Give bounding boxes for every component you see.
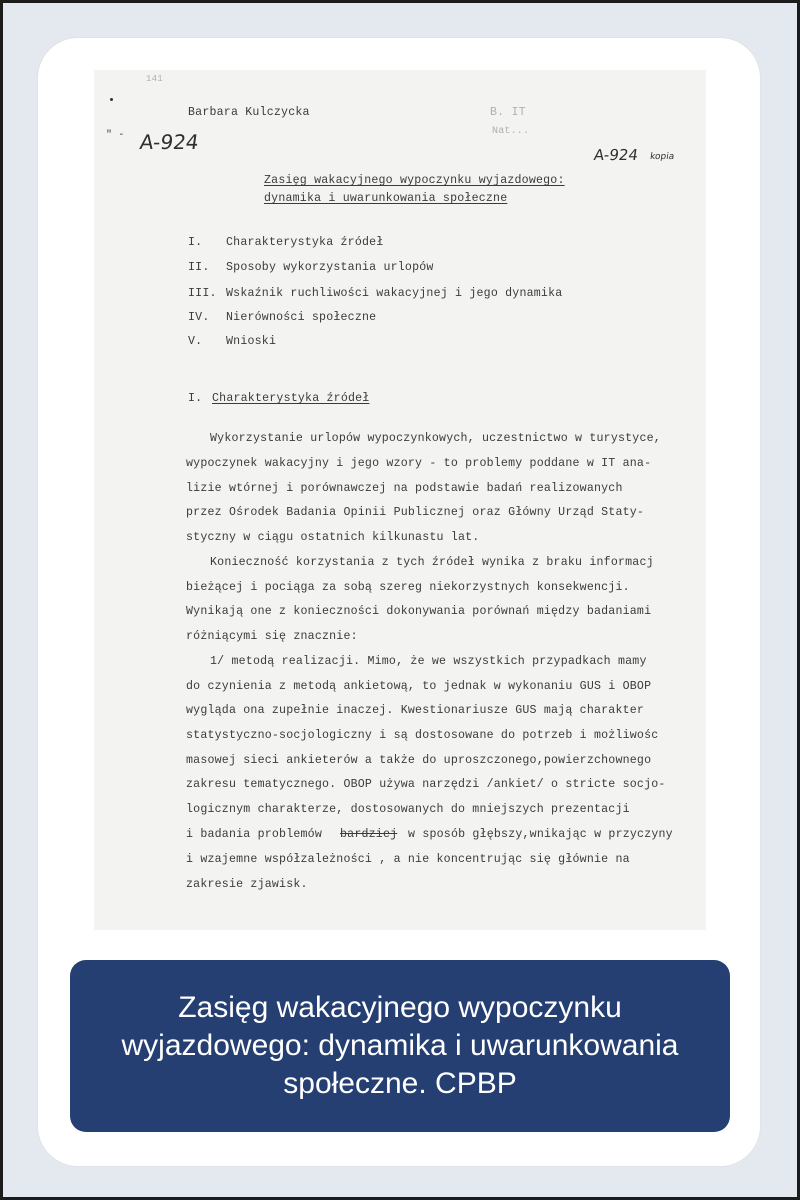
page-mark: 141 <box>146 74 163 84</box>
section-number: I. <box>188 392 203 405</box>
toc-num-2: II. <box>188 261 210 274</box>
section-title: Charakterystyka źródeł <box>212 392 370 405</box>
toc-label-5: Wnioski <box>226 335 277 348</box>
toc-label-3: Wskaźnik ruchliwości wakacyjnej i jego dynamika <box>226 287 563 300</box>
body-line: statystyczno-socjologiczny i są dostosowane do potrzeb i możliwośc <box>186 729 659 742</box>
body-line: wygląda ona zupełnie inaczej. Kwestionariusze GUS mają charakter <box>186 704 645 717</box>
caption-text: Zasięg wakacyjnego wypoczynku wyjazdowego: dynamika i uwarunkowania społeczne. CPBP <box>121 991 679 1100</box>
toc-label-2: Sposoby wykorzystania urlopów <box>226 261 434 274</box>
archive-code-handwritten: A-924 <box>138 130 201 154</box>
body-line: styczny w ciągu ostatnich kilkunastu lat. <box>186 531 480 544</box>
toc-label-4: Nierówności społeczne <box>226 311 377 324</box>
body-line: i wzajemne współzależności , a nie koncentrując się głównie na <box>186 853 630 866</box>
toc-num-4: IV. <box>188 311 210 324</box>
body-line: zakresie zjawisk. <box>186 878 308 891</box>
copy-note: kopia <box>649 152 675 162</box>
document-title-line-1: Zasięg wakacyjnego wypoczynku wyjazdowego: <box>264 174 565 187</box>
toc-label-1: Charakterystyka źródeł <box>226 236 384 249</box>
body-line: masowej sieci ankieterów a także do uproszczonego,powierzchownego <box>186 754 652 767</box>
body-line: i badania problemów <box>186 828 322 841</box>
body-line: wypoczynek wakacyjny i jego wzory - to problemy poddane w IT ana- <box>186 457 652 470</box>
body-line: różniącymi się znacznie: <box>186 630 358 643</box>
body-line: bieżącej i pociąga za sobą szereg niekorzystnych konsekwencji. <box>186 581 630 594</box>
author-name: Barbara Kulczycka <box>188 106 310 119</box>
body-line: Wynikają one z konieczności dokonywania porównań między badaniami <box>186 605 652 618</box>
body-line: Konieczność korzystania z tych źródeł wynika z braku informacj <box>210 556 654 569</box>
body-line: Wykorzystanie urlopów wypoczynkowych, uczestnictwo w turystyce, <box>210 432 661 445</box>
toc-num-5: V. <box>188 335 203 348</box>
body-line: 1/ metodą realizacji. Mimo, że we wszystkich przypadkach mamy <box>210 655 647 668</box>
caption-banner <box>70 960 730 1132</box>
punch-mark <box>110 98 113 101</box>
body-line: zakresu tematycznego. OBOP używa narzędzi /ankiet/ o stricte socjo- <box>186 778 666 791</box>
stamp-line-2: Nat... <box>492 126 530 137</box>
document-scan <box>94 70 706 930</box>
stamp-line-1: B. IT <box>490 106 526 119</box>
body-line: w sposób głębszy,wnikając w przyczyny <box>408 828 673 841</box>
document-title-line-2: dynamika i uwarunkowania społeczne <box>264 192 508 205</box>
body-line: lizie wtórnej i porównawczej na podstawie badań realizowanych <box>186 482 623 495</box>
toc-num-1: I. <box>188 236 203 249</box>
archive-code-right: A-924 <box>592 146 640 164</box>
margin-marks: " - <box>106 130 125 141</box>
toc-num-3: III. <box>188 287 217 300</box>
body-line: do czynienia z metodą ankietową, to jednak w wykonaniu GUS i OBOP <box>186 680 652 693</box>
struck-word: bardziej <box>340 828 398 841</box>
body-line: logicznym charakterze, dostosowanych do mniejszych prezentacji <box>186 803 630 816</box>
body-line: przez Ośrodek Badania Opinii Publicznej oraz Główny Urząd Staty- <box>186 506 645 519</box>
